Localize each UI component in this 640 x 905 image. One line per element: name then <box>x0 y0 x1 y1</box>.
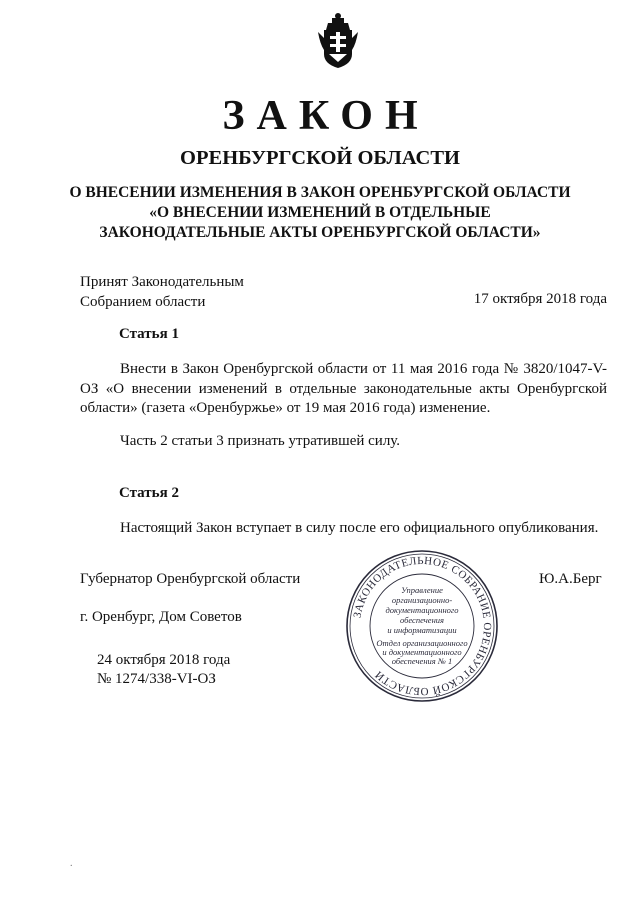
stamp-line: обеспечения <box>399 615 445 625</box>
adoption-block <box>80 272 244 312</box>
stamp-line: и документационного <box>382 647 462 657</box>
signatory-position: Губернатор Оренбургской области <box>80 571 301 587</box>
page-mark: . <box>70 858 73 869</box>
law-number: № 1274/338-VI-ОЗ <box>97 671 216 687</box>
document-title: ЗАКОН <box>222 93 430 139</box>
adoption-line-1: Принят Законодательным <box>80 274 244 290</box>
stamp-line: обеспечения № 1 <box>391 656 453 666</box>
article-1-paragraph-2: Часть 2 статьи 3 признать утратившей силу. <box>120 433 401 449</box>
signing-place: г. Оренбург, Дом Советов <box>80 609 242 625</box>
document-region: ОРЕНБУРГСКОЙ ОБЛАСТИ <box>180 147 460 169</box>
subtitle-line: О ВНЕСЕНИИ ИЗМЕНЕНИЯ В ЗАКОН ОРЕНБУРГСКОЙ ОБЛАСТИ <box>69 184 571 201</box>
law-registration <box>97 651 230 689</box>
official-seal-icon <box>344 548 500 704</box>
subtitle-line: «О ВНЕСЕНИИ ИЗМЕНЕНИЙ В ОТДЕЛЬНЫЕ <box>149 204 491 221</box>
signatory-name: Ю.А.Берг <box>539 571 602 587</box>
stamp-ring-text: ЗАКОНОДАТЕЛЬНОЕ СОБРАНИЕ ОРЕНБУРГСКОЙ ОБЛАСТИ <box>351 554 494 698</box>
subtitle-line: ЗАКОНОДАТЕЛЬНЫЕ АКТЫ ОРЕНБУРГСКОЙ ОБЛАСТИ» <box>99 224 541 241</box>
document-subtitle <box>40 183 600 243</box>
stamp-line: организационно- <box>391 595 453 605</box>
article-2-heading: Статья 2 <box>119 485 179 501</box>
stamp-line: и информатизации <box>387 625 457 635</box>
signing-date: 24 октября 2018 года <box>97 652 231 668</box>
stamp-line: Отдел организационного <box>376 638 468 648</box>
coat-of-arms-icon <box>316 10 360 70</box>
stamp-line: документационного <box>385 605 459 615</box>
article-2-paragraph-1: Настоящий Закон вступает в силу после его официального опубликования. <box>120 520 599 536</box>
adoption-line-2: Собранием области <box>80 294 206 310</box>
article-1-heading: Статья 1 <box>119 326 179 342</box>
stamp-line: Управление <box>401 585 443 595</box>
adoption-date: 17 октября 2018 года <box>473 291 607 307</box>
article-1-paragraph-1: Внести в Закон Оренбургской области от 11 мая 2016 года № 3820/1047-V-ОЗ «О внесении изменений в отдельные законодательные акты Оренбургской области» (газета «Оренбуржье» от 19 мая 2016 года) изменение. <box>80 361 607 416</box>
